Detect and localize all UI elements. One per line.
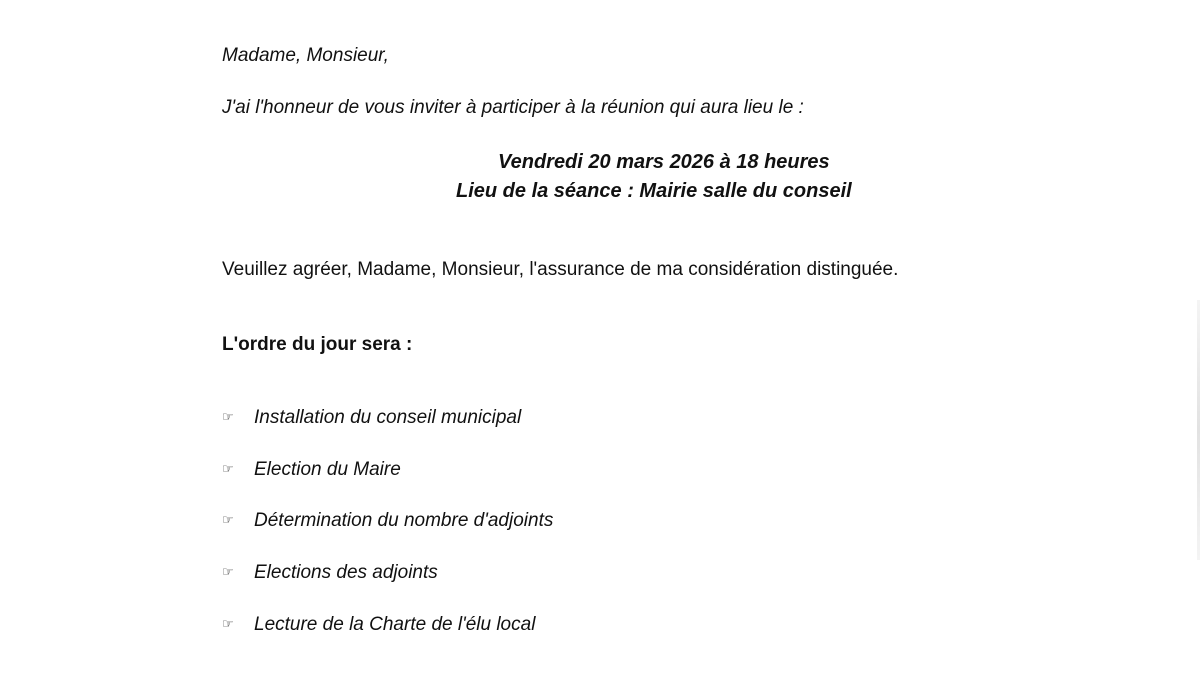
closing-text: Veuillez agréer, Madame, Monsieur, l'assurance de ma considération distinguée. <box>222 259 899 280</box>
meeting-date: Vendredi 20 mars 2026 à 18 heures <box>498 151 830 173</box>
agenda-item-text: Détermination du nombre d'adjoints <box>254 510 554 531</box>
agenda-item <box>222 612 535 637</box>
pointing-hand-icon: ☞ <box>222 564 234 579</box>
pointing-hand-icon: ☞ <box>222 512 234 527</box>
agenda-item <box>222 560 438 585</box>
agenda-item <box>222 405 521 430</box>
pointing-hand-icon: ☞ <box>222 461 234 476</box>
cut-off-header <box>405 0 915 7</box>
agenda-title: L'ordre du jour sera : <box>222 334 413 355</box>
intro-text: J'ai l'honneur de vous inviter à participer à la réunion qui aura lieu le : <box>222 97 804 118</box>
pointing-hand-icon: ☞ <box>222 409 234 424</box>
agenda-item-text: Lecture de la Charte de l'élu local <box>254 614 536 635</box>
salutation: Madame, Monsieur, <box>222 45 389 66</box>
pointing-hand-icon: ☞ <box>222 616 234 631</box>
agenda-item-text: Elections des adjoints <box>254 562 438 583</box>
agenda-item-text: Election du Maire <box>254 459 401 480</box>
meeting-place: Lieu de la séance : Mairie salle du conseil <box>456 180 852 202</box>
agenda-item-text: Installation du conseil municipal <box>254 407 522 428</box>
agenda-item <box>222 457 401 482</box>
agenda-item <box>222 508 553 533</box>
